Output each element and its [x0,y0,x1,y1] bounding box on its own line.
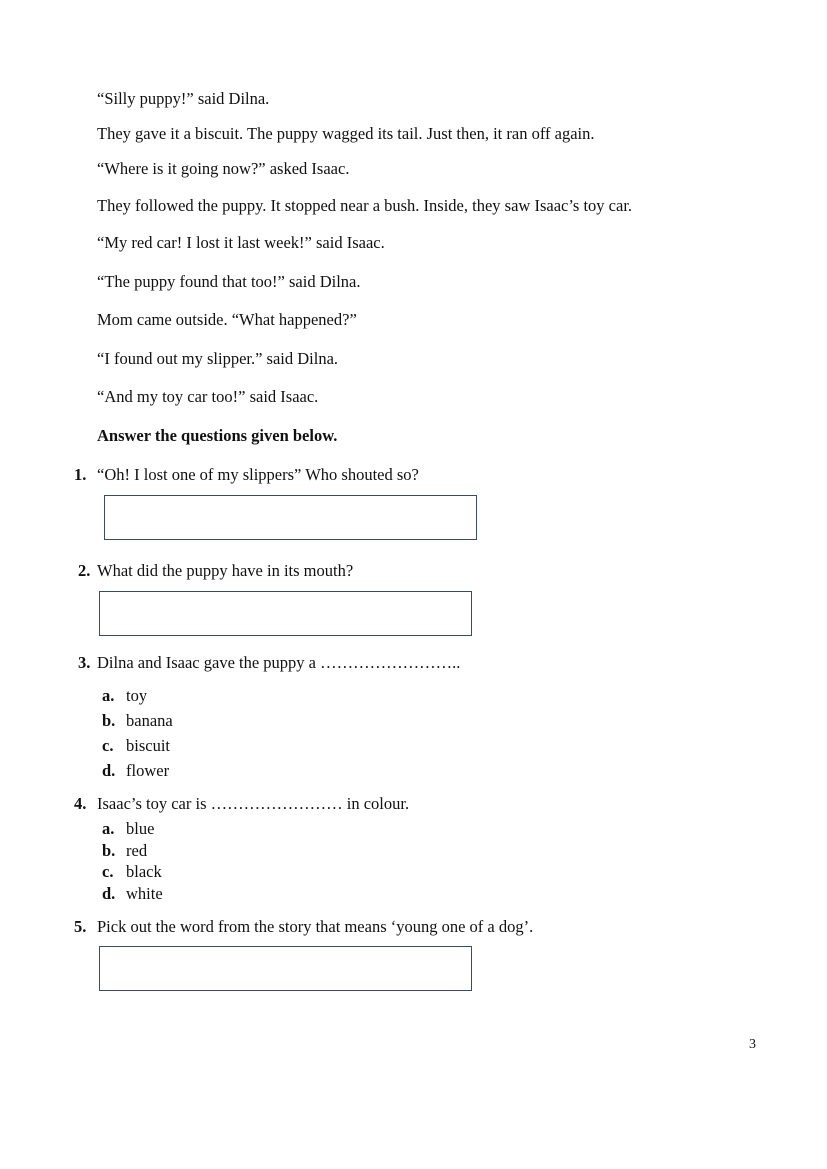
question-text: What did the puppy have in its mouth? [97,561,354,580]
option-letter: d. [102,884,116,903]
question-number: 3. [78,653,91,672]
option-letter: d. [102,761,116,780]
option-letter: a. [102,819,115,838]
option-letter: c. [102,736,114,755]
question-text: Pick out the word from the story that means ‘young one of a dog’. [97,917,534,936]
option-text[interactable]: flower [126,761,170,780]
option-text[interactable]: black [126,862,162,881]
question-text: “Oh! I lost one of my slippers” Who shouted so? [97,465,419,484]
story-line: “Silly puppy!” said Dilna. [97,89,270,108]
option-text[interactable]: white [126,884,163,903]
answer-box-q5[interactable] [99,946,472,991]
story-line: “And my toy car too!” said Isaac. [97,387,319,406]
story-line: Mom came outside. “What happened?” [97,310,357,329]
story-line: They followed the puppy. It stopped near a bush. Inside, they saw Isaac’s toy car. [97,196,633,215]
instructions-heading: Answer the questions given below. [97,426,338,445]
story-line: “Where is it going now?” asked Isaac. [97,159,350,178]
story-line: “My red car! I lost it last week!” said Isaac. [97,233,385,252]
story-line: They gave it a biscuit. The puppy wagged its tail. Just then, it ran off again. [97,124,595,143]
option-text[interactable]: biscuit [126,736,170,755]
story-line: “I found out my slipper.” said Dilna. [97,349,339,368]
question-text: Dilna and Isaac gave the puppy a …………………….. [97,653,461,672]
option-text[interactable]: red [126,841,148,860]
question-number: 5. [74,917,87,936]
option-text[interactable]: banana [126,711,173,730]
question-number: 4. [74,794,87,813]
option-letter: b. [102,711,116,730]
option-letter: b. [102,841,116,860]
question-number: 2. [78,561,91,580]
question-text: Isaac’s toy car is …………………… in colour. [97,794,410,813]
answer-box-q1[interactable] [104,495,477,540]
option-letter: a. [102,686,115,705]
option-letter: c. [102,862,114,881]
answer-box-q2[interactable] [99,591,472,636]
story-line: “The puppy found that too!” said Dilna. [97,272,361,291]
question-number: 1. [74,465,87,484]
option-text[interactable]: blue [126,819,155,838]
option-text[interactable]: toy [126,686,148,705]
page-number: 3 [749,1037,756,1052]
